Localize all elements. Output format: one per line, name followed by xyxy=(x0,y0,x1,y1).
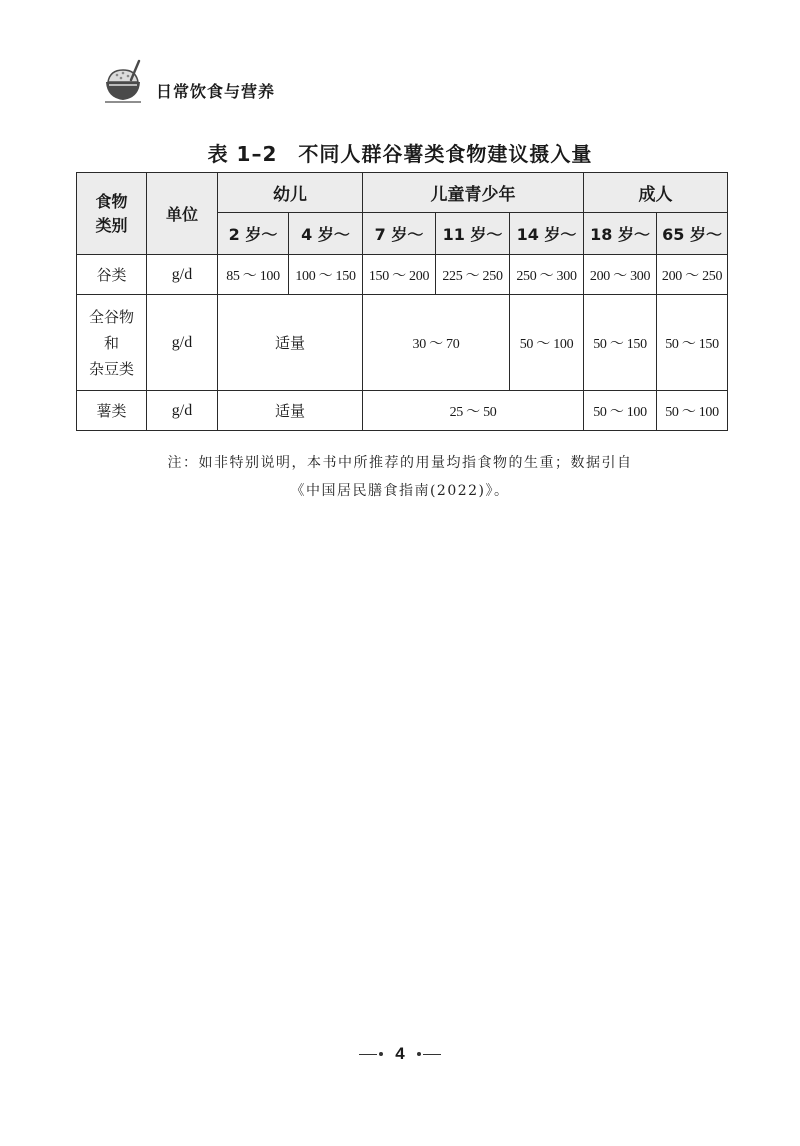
row-unit: g/d xyxy=(147,391,218,431)
table-note-source: 《中国居民膳食指南(2022)》。 xyxy=(290,483,510,499)
header-group-adult: 成人 xyxy=(584,173,728,213)
table-cell: 85 ～ 100 xyxy=(218,255,289,295)
row-category xyxy=(77,295,147,391)
header-title: 日常饮食与营养 xyxy=(156,82,276,101)
rice-bowl-icon xyxy=(102,58,144,104)
table-cell: 200 ～ 250 xyxy=(657,255,728,295)
header-age: 14 岁～ xyxy=(510,213,584,255)
header-age: 2 岁～ xyxy=(218,213,289,255)
header-age: 18 岁～ xyxy=(584,213,657,255)
table-cell: 50 ～ 100 xyxy=(510,295,584,391)
page-number: 4 xyxy=(395,1044,405,1063)
table-cell: 50 ～ 100 xyxy=(657,391,728,431)
header-age: 4 岁～ xyxy=(289,213,363,255)
table-cell: 150 ～ 200 xyxy=(363,255,436,295)
header-unit: 单位 xyxy=(147,173,218,255)
table-cell: 100 ～ 150 xyxy=(289,255,363,295)
table-title: 表 1–2 不同人群谷薯类食物建议摄入量 xyxy=(207,142,593,166)
row-category: 薯类 xyxy=(77,391,147,431)
table-cell: 适量 xyxy=(218,391,363,431)
row-category-line: 全谷物 xyxy=(88,307,134,326)
header-age: 65 岁～ xyxy=(657,213,728,255)
row-unit: g/d xyxy=(147,295,218,391)
table-row xyxy=(77,391,728,431)
footer-ornament-right xyxy=(415,1052,441,1056)
table-cell: 25 ～ 50 xyxy=(363,391,584,431)
header-group-youth: 儿童青少年 xyxy=(363,173,584,213)
row-category-line: 和 xyxy=(103,333,119,352)
header-age: 7 岁～ xyxy=(363,213,436,255)
table-row xyxy=(77,255,728,295)
page-footer xyxy=(0,1044,800,1064)
table-cell: 50 ～ 150 xyxy=(584,295,657,391)
table-cell: 30 ～ 70 xyxy=(363,295,510,391)
table-cell: 225 ～ 250 xyxy=(436,255,510,295)
table-note: 注：如非特别说明，本书中所推荐的用量均指食物的生重；数据引自 xyxy=(167,455,633,471)
header-group-toddler: 幼儿 xyxy=(218,173,363,213)
row-category-line: 杂豆类 xyxy=(88,359,134,378)
table-cell: 200 ～ 300 xyxy=(584,255,657,295)
header-category-line: 类别 xyxy=(95,215,128,235)
table-row xyxy=(77,295,728,391)
running-header xyxy=(102,58,275,104)
table-cell: 250 ～ 300 xyxy=(510,255,584,295)
table-cell: 适量 xyxy=(218,295,363,391)
intake-table xyxy=(76,172,728,431)
header-age: 11 岁～ xyxy=(436,213,510,255)
table-cell: 50 ～ 150 xyxy=(657,295,728,391)
footer-ornament-left xyxy=(359,1052,385,1056)
header-category-line: 食物 xyxy=(95,191,128,211)
row-category: 谷类 xyxy=(77,255,147,295)
row-unit: g/d xyxy=(147,255,218,295)
header-category xyxy=(77,173,147,255)
table-cell: 50 ～ 100 xyxy=(584,391,657,431)
